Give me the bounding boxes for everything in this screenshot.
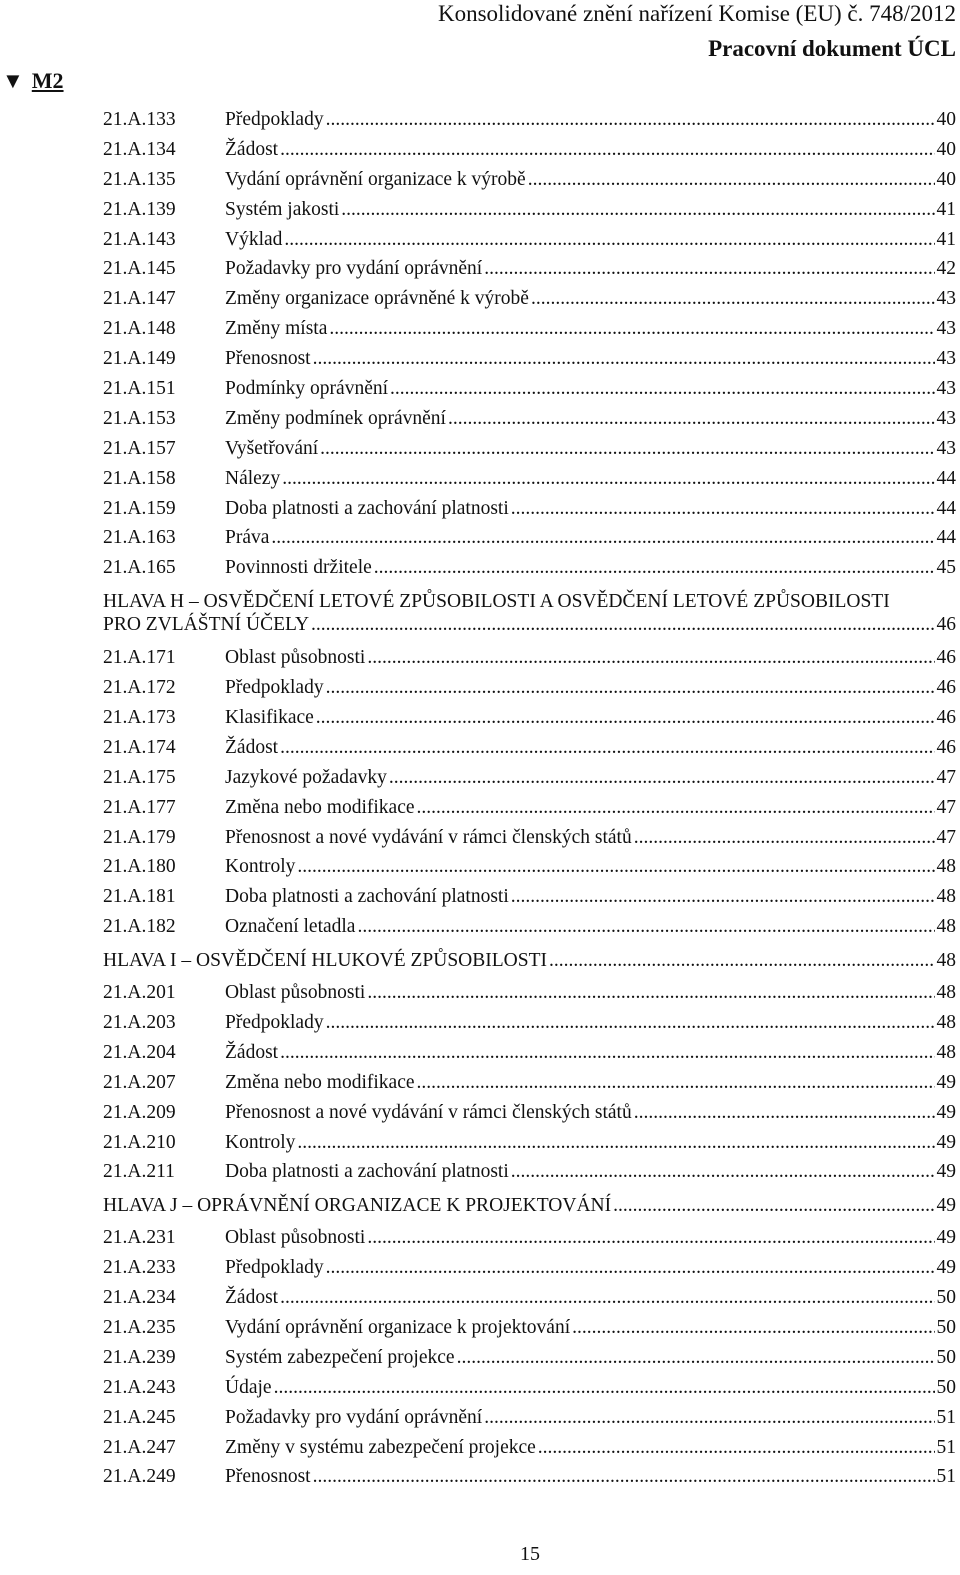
dot-leader xyxy=(311,613,934,636)
entry-title: Předpoklady xyxy=(225,1011,324,1033)
toc-group-j xyxy=(103,1223,956,1492)
entry-title: Doba platnosti a zachování platnosti xyxy=(225,1161,509,1183)
toc-entry[interactable] xyxy=(103,643,956,673)
toc-entry[interactable] xyxy=(103,254,956,284)
toc-entry[interactable] xyxy=(103,314,956,344)
toc-entry[interactable] xyxy=(103,882,956,912)
entry-page: 51 xyxy=(936,1436,956,1458)
toc-entry[interactable] xyxy=(103,225,956,255)
toc-entry[interactable] xyxy=(103,344,956,374)
entry-code: 21.A.247 xyxy=(103,1436,176,1458)
entry-code: 21.A.163 xyxy=(103,527,176,549)
dot-leader xyxy=(613,1194,934,1217)
entry-page: 51 xyxy=(936,1406,956,1428)
entry-page: 46 xyxy=(936,677,956,699)
entry-code: 21.A.233 xyxy=(103,1257,176,1279)
entry-page: 43 xyxy=(936,437,956,459)
toc-entry[interactable] xyxy=(103,912,956,942)
toc-entry[interactable] xyxy=(103,1343,956,1373)
toc-entry[interactable] xyxy=(103,1098,956,1128)
dot-leader xyxy=(484,258,934,280)
toc-entry[interactable] xyxy=(103,1463,956,1493)
entry-page: 47 xyxy=(936,826,956,848)
toc-entry[interactable] xyxy=(103,978,956,1008)
page-header xyxy=(438,0,956,62)
entry-code: 21.A.243 xyxy=(103,1376,176,1398)
entry-title: Vyšetřování xyxy=(225,437,319,459)
toc-entry[interactable] xyxy=(103,374,956,404)
entry-title: Označení letadla xyxy=(225,916,356,938)
entry-page: 48 xyxy=(936,886,956,908)
toc-group-g xyxy=(103,105,956,583)
entry-code: 21.A.182 xyxy=(103,916,176,938)
entry-title: Změny v systému zabezpečení projekce xyxy=(225,1436,536,1458)
dot-leader xyxy=(634,1102,935,1124)
entry-code: 21.A.179 xyxy=(103,826,176,848)
toc-entry[interactable] xyxy=(103,434,956,464)
dot-leader xyxy=(549,949,935,972)
entry-code: 21.A.175 xyxy=(103,766,176,788)
entry-code: 21.A.201 xyxy=(103,982,176,1004)
chapter-page: 48 xyxy=(936,950,956,972)
toc-entry[interactable] xyxy=(103,1158,956,1188)
dot-leader xyxy=(484,1407,934,1429)
entry-title: Žádost xyxy=(225,736,279,758)
toc-entry[interactable] xyxy=(103,195,956,225)
dot-leader xyxy=(313,1466,935,1488)
entry-code: 21.A.239 xyxy=(103,1346,176,1368)
entry-title: Oblast působnosti xyxy=(225,1227,366,1249)
entry-page: 40 xyxy=(936,168,956,190)
toc-entry[interactable] xyxy=(103,1008,956,1038)
entry-title: Změny podmínek oprávnění xyxy=(225,407,446,429)
entry-title: Přenosnost xyxy=(225,1466,311,1488)
dot-leader xyxy=(313,348,935,370)
entry-code: 21.A.234 xyxy=(103,1287,176,1309)
entry-title: Oblast působnosti xyxy=(225,982,366,1004)
dot-leader xyxy=(374,557,935,579)
page-number: 15 xyxy=(520,1543,540,1565)
chapter-title: HLAVA I – OSVĚDČENÍ HLUKOVÉ ZPŮSOBILOSTI xyxy=(103,950,547,972)
entry-code: 21.A.204 xyxy=(103,1041,176,1063)
entry-title: Přenosnost xyxy=(225,348,311,370)
toc-entry[interactable] xyxy=(103,1068,956,1098)
entry-page: 48 xyxy=(936,1011,956,1033)
entry-title: Systém zabezpečení projekce xyxy=(225,1346,455,1368)
entry-code: 21.A.211 xyxy=(103,1161,175,1183)
document-subtitle: Pracovní dokument ÚCL xyxy=(708,36,956,61)
entry-page: 43 xyxy=(936,288,956,310)
entry-title: Doba platnosti a zachování platnosti xyxy=(225,497,509,519)
entry-page: 48 xyxy=(936,916,956,938)
entry-code: 21.A.153 xyxy=(103,407,176,429)
entry-page: 46 xyxy=(936,647,956,669)
entry-code: 21.A.151 xyxy=(103,377,176,399)
entry-title: Předpoklady xyxy=(225,108,324,130)
toc-entry[interactable] xyxy=(103,1253,956,1283)
entry-page: 43 xyxy=(936,377,956,399)
entry-code: 21.A.157 xyxy=(103,437,176,459)
toc-entry[interactable] xyxy=(103,553,956,583)
dot-leader xyxy=(367,982,934,1004)
dot-leader xyxy=(320,438,934,460)
entry-page: 50 xyxy=(936,1376,956,1398)
entry-page: 44 xyxy=(936,467,956,489)
toc-entry[interactable] xyxy=(103,733,956,763)
dot-leader xyxy=(417,1072,935,1094)
dot-leader xyxy=(531,288,935,310)
dot-leader xyxy=(457,1347,935,1369)
chapter-title: HLAVA J – OPRÁVNĚNÍ ORGANIZACE K PROJEKTOVÁNÍ xyxy=(103,1195,612,1217)
entry-title: Požadavky pro vydání oprávnění xyxy=(225,258,483,280)
dot-leader xyxy=(511,1161,935,1183)
entry-code: 21.A.171 xyxy=(103,647,176,669)
dot-leader xyxy=(634,827,935,849)
dot-leader xyxy=(282,468,934,490)
entry-title: Údaje xyxy=(225,1376,272,1398)
toc-entry[interactable] xyxy=(103,1403,956,1433)
toc-group-i xyxy=(103,978,956,1187)
entry-code: 21.A.145 xyxy=(103,258,176,280)
toc-entry[interactable] xyxy=(103,1223,956,1253)
amendment-label: M2 xyxy=(31,68,64,93)
entry-code: 21.A.249 xyxy=(103,1466,176,1488)
toc-entry[interactable] xyxy=(103,1433,956,1463)
toc-entry[interactable] xyxy=(103,1313,956,1343)
entry-title: Podmínky oprávnění xyxy=(225,377,389,399)
entry-page: 46 xyxy=(936,706,956,728)
entry-code: 21.A.181 xyxy=(103,886,176,908)
entry-code: 21.A.245 xyxy=(103,1406,176,1428)
dot-leader xyxy=(341,199,934,221)
entry-code: 21.A.159 xyxy=(103,497,176,519)
toc-entry[interactable] xyxy=(103,703,956,733)
entry-page: 51 xyxy=(936,1466,956,1488)
entry-title: Nálezy xyxy=(225,467,281,489)
entry-title: Vydání oprávnění organizace k projektování xyxy=(225,1317,571,1338)
entry-code: 21.A.139 xyxy=(103,198,176,220)
toc-entry[interactable] xyxy=(103,1128,956,1158)
entry-code: 21.A.135 xyxy=(103,168,176,190)
toc-group-h xyxy=(103,643,956,942)
entry-code: 21.A.231 xyxy=(103,1227,176,1249)
dot-leader xyxy=(528,169,935,191)
entry-page: 46 xyxy=(936,736,956,758)
entry-code: 21.A.173 xyxy=(103,706,176,728)
dot-leader xyxy=(389,767,935,789)
entry-title: Žádost xyxy=(225,1041,279,1063)
toc-chapter-i[interactable] xyxy=(103,949,956,972)
toc-entry[interactable] xyxy=(103,673,956,703)
entry-title: Změna nebo modifikace xyxy=(225,796,415,818)
entry-title: Přenosnost a nové vydávání v rámci členských států xyxy=(225,826,632,848)
toc-chapter-j[interactable] xyxy=(103,1194,956,1217)
dot-leader xyxy=(417,797,935,819)
entry-title: Jazykové požadavky xyxy=(225,766,387,788)
entry-title: Změna nebo modifikace xyxy=(225,1071,415,1093)
entry-title: Žádost xyxy=(225,1287,279,1309)
dot-leader xyxy=(511,886,935,908)
dot-leader xyxy=(572,1317,934,1339)
chapter-title-line1: HLAVA H – OSVĚDČENÍ LETOVÉ ZPŮSOBILOSTI A OSVĚDČENÍ LETOVÉ ZPŮSOBILOSTI xyxy=(103,591,890,613)
entry-title: Změny místa xyxy=(225,318,328,340)
table-of-contents xyxy=(103,105,956,1492)
dot-leader xyxy=(271,527,934,549)
entry-page: 40 xyxy=(936,138,956,160)
dot-leader xyxy=(511,498,935,520)
entry-code: 21.A.207 xyxy=(103,1071,176,1093)
entry-title: Doba platnosti a zachování platnosti xyxy=(225,886,509,908)
entry-page: 50 xyxy=(936,1287,956,1309)
entry-page: 49 xyxy=(936,1257,956,1279)
dot-leader xyxy=(280,1287,934,1309)
entry-page: 48 xyxy=(936,982,956,1004)
dot-leader xyxy=(280,1042,934,1064)
entry-page: 43 xyxy=(936,318,956,340)
entry-code: 21.A.174 xyxy=(103,736,176,758)
entry-page: 50 xyxy=(936,1317,956,1338)
dot-leader xyxy=(326,109,935,131)
dot-leader xyxy=(329,318,934,340)
dot-leader xyxy=(297,1132,934,1154)
entry-page: 44 xyxy=(936,527,956,549)
entry-page: 44 xyxy=(936,497,956,519)
entry-title: Systém jakosti xyxy=(225,198,340,220)
entry-code: 21.A.210 xyxy=(103,1131,176,1153)
entry-page: 47 xyxy=(936,766,956,788)
toc-entry[interactable] xyxy=(103,165,956,195)
entry-title: Změny organizace oprávněné k výrobě xyxy=(225,288,529,310)
toc-entry[interactable] xyxy=(103,1373,956,1403)
entry-code: 21.A.149 xyxy=(103,348,176,370)
entry-page: 43 xyxy=(936,348,956,370)
chapter-page: 46 xyxy=(936,614,956,636)
dot-leader xyxy=(326,677,935,699)
entry-title: Kontroly xyxy=(225,856,296,878)
entry-title: Práva xyxy=(225,527,270,549)
entry-code: 21.A.177 xyxy=(103,796,176,818)
toc-entry[interactable] xyxy=(103,284,956,314)
dot-leader xyxy=(284,229,934,251)
dot-leader xyxy=(357,916,934,938)
toc-entry[interactable] xyxy=(103,852,956,882)
toc-chapter-h[interactable] xyxy=(103,590,956,636)
dot-leader xyxy=(274,1377,935,1399)
entry-title: Požadavky pro vydání oprávnění xyxy=(225,1406,483,1428)
document-title: Konsolidované znění nařízení Komise (EU) č. 748/2012 xyxy=(437,1,956,26)
toc-entry[interactable] xyxy=(103,763,956,793)
entry-code: 21.A.172 xyxy=(103,677,176,699)
entry-page: 42 xyxy=(936,258,956,280)
toc-entry[interactable] xyxy=(103,793,956,823)
dot-leader xyxy=(280,737,934,759)
entry-code: 21.A.165 xyxy=(103,557,176,579)
entry-page: 45 xyxy=(936,557,956,579)
entry-code: 21.A.203 xyxy=(103,1011,176,1033)
amendment-marker xyxy=(2,68,64,94)
entry-code: 21.A.209 xyxy=(103,1101,176,1123)
entry-page: 48 xyxy=(936,1041,956,1063)
chapter-title-line2: PRO ZVLÁŠTNÍ ÚČELY xyxy=(103,614,310,636)
entry-page: 41 xyxy=(936,228,956,250)
entry-page: 49 xyxy=(936,1161,956,1183)
entry-title: Povinnosti držitele xyxy=(225,557,372,579)
entry-title: Žádost xyxy=(225,138,279,160)
entry-title: Předpoklady xyxy=(225,1257,324,1279)
entry-page: 40 xyxy=(936,108,956,130)
entry-title: Přenosnost a nové vydávání v rámci členských států xyxy=(225,1101,632,1123)
dot-leader xyxy=(326,1012,935,1034)
dot-leader xyxy=(280,139,934,161)
entry-page: 48 xyxy=(936,856,956,878)
entry-title: Kontroly xyxy=(225,1131,296,1153)
entry-page: 49 xyxy=(936,1131,956,1153)
entry-title: Předpoklady xyxy=(225,677,324,699)
entry-code: 21.A.148 xyxy=(103,318,176,340)
toc-entry[interactable] xyxy=(103,1038,956,1068)
entry-code: 21.A.158 xyxy=(103,467,176,489)
toc-entry[interactable] xyxy=(103,464,956,494)
chapter-page: 49 xyxy=(936,1195,956,1217)
dot-leader xyxy=(538,1437,935,1459)
entry-page: 47 xyxy=(936,796,956,818)
entry-title: Oblast působnosti xyxy=(225,647,366,669)
toc-entry[interactable] xyxy=(103,523,956,553)
entry-title: Vydání oprávnění organizace k výrobě xyxy=(225,168,526,190)
entry-code: 21.A.133 xyxy=(103,108,176,130)
dot-leader xyxy=(297,856,934,878)
entry-code: 21.A.147 xyxy=(103,288,176,310)
entry-page: 41 xyxy=(936,198,956,220)
entry-page: 49 xyxy=(936,1071,956,1093)
entry-title: Výklad xyxy=(225,228,283,250)
dot-leader xyxy=(390,378,934,400)
entry-page: 49 xyxy=(936,1227,956,1249)
entry-code: 21.A.143 xyxy=(103,228,176,250)
entry-page: 49 xyxy=(936,1101,956,1123)
dot-leader xyxy=(367,647,934,669)
dot-leader xyxy=(316,707,935,729)
entry-code: 21.A.180 xyxy=(103,856,176,878)
toc-entry[interactable] xyxy=(103,404,956,434)
triangle-down-icon: ▼ xyxy=(2,68,24,93)
entry-code: 21.A.235 xyxy=(103,1317,176,1338)
toc-entry[interactable] xyxy=(103,135,956,165)
toc-entry[interactable] xyxy=(103,105,956,135)
entry-title: Klasifikace xyxy=(225,706,314,728)
entry-page: 43 xyxy=(936,407,956,429)
entry-code: 21.A.134 xyxy=(103,138,176,160)
entry-page: 50 xyxy=(936,1346,956,1368)
toc-entry[interactable] xyxy=(103,823,956,853)
toc-entry[interactable] xyxy=(103,494,956,524)
dot-leader xyxy=(326,1257,935,1279)
dot-leader xyxy=(448,408,935,430)
toc-entry[interactable] xyxy=(103,1283,956,1313)
dot-leader xyxy=(367,1227,934,1249)
